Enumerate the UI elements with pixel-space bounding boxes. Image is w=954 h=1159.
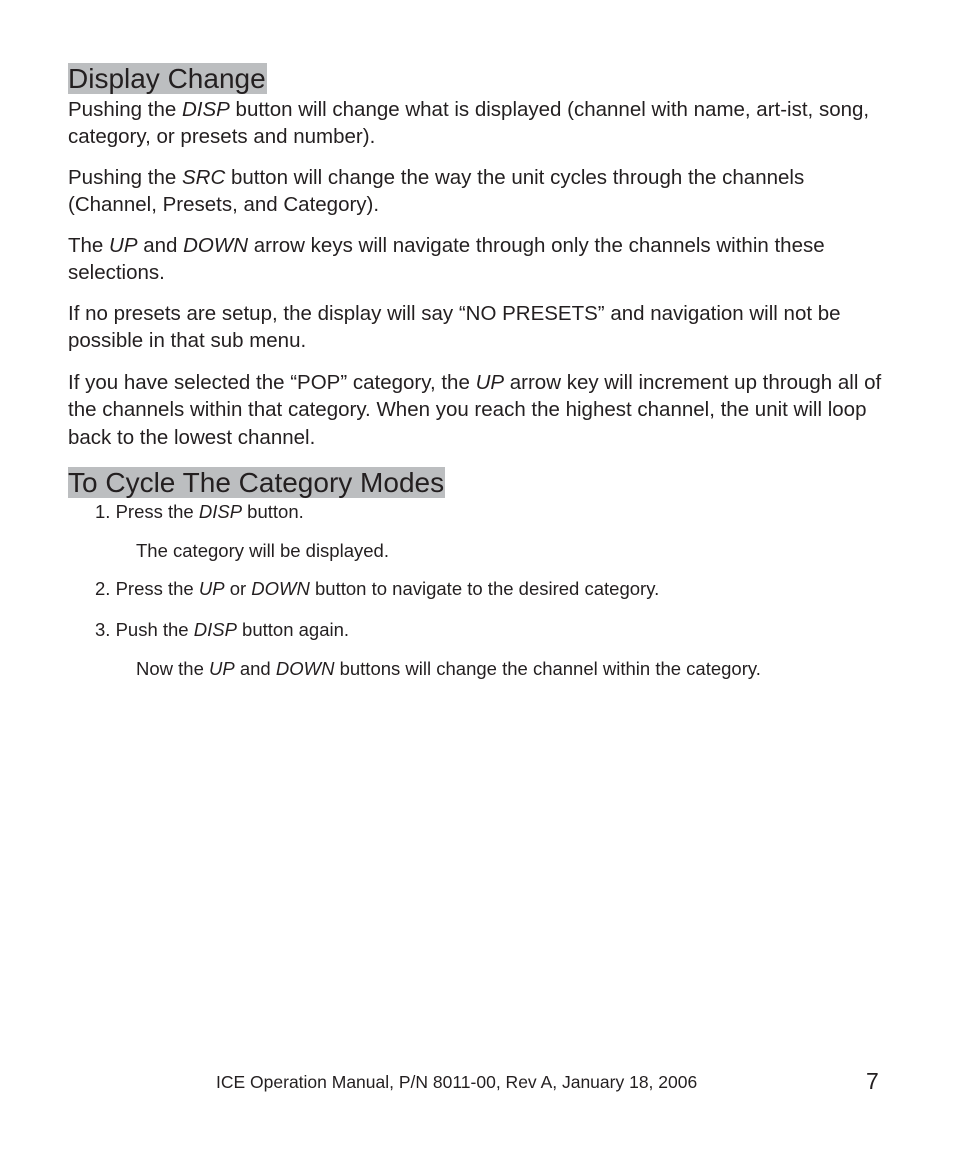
text-run: If you have selected the “POP” category, the <box>68 371 476 394</box>
text-run: and <box>137 234 184 257</box>
paragraph-pop-category <box>68 369 898 451</box>
text-run: Now the <box>136 658 210 679</box>
heading-text: To Cycle The Category Modes <box>68 467 445 498</box>
paragraph-src-button <box>68 164 898 219</box>
text-run: buttons will change the channel within the category. <box>334 658 761 679</box>
text-run: 1. Press the <box>95 501 199 522</box>
text-run: button again. <box>236 619 350 640</box>
text-run: Pushing the <box>68 166 182 189</box>
paragraph-no-presets: If no presets are setup, the display will say “NO PRESETS” and navigation will not be possible in that sub menu. <box>68 302 841 353</box>
section-heading-display-change <box>68 64 267 94</box>
step-3-note <box>136 657 761 681</box>
italic-term: SRC <box>181 166 226 189</box>
text-run: Pushing the <box>68 98 182 121</box>
italic-term: UP <box>109 234 138 257</box>
section-heading-cycle-category <box>68 468 445 498</box>
italic-term: DISP <box>181 98 230 121</box>
text-run: arrow keys will navigate through only the channels within these selections. <box>68 234 825 285</box>
italic-term: DISP <box>198 501 243 522</box>
text-run: 2. Press the <box>95 578 199 599</box>
text-run: button will change the way the unit cycles through the channels (Channel, Presets, and Category). <box>68 166 805 217</box>
italic-term: UP <box>209 658 235 679</box>
italic-term: DISP <box>193 619 237 640</box>
text-run: button to navigate to the desired category. <box>309 578 660 599</box>
text-run: The <box>68 234 110 257</box>
step-1-note: The category will be displayed. <box>136 540 389 561</box>
italic-term: UP <box>198 578 225 599</box>
page-number: 7 <box>866 1068 879 1094</box>
text-run: arrow key will increment up through all of the channels within that category. When you reach the highest channel, the unit will loop back to the lowest channel. <box>68 371 882 449</box>
text-run: and <box>234 658 276 679</box>
text-run: button will change what is displayed (channel with name, art-ist, song, category, or presets and number). <box>68 98 870 149</box>
text-run: or <box>224 578 252 599</box>
text-run: 3. Push the <box>95 619 194 640</box>
paragraph-arrow-keys <box>68 232 898 287</box>
step-1 <box>95 500 304 524</box>
italic-term: DOWN <box>183 234 249 257</box>
paragraph-disp-button <box>68 96 898 151</box>
italic-term: DOWN <box>251 578 310 599</box>
footer-manual-info: ICE Operation Manual, P/N 8011-00, Rev A, January 18, 2006 <box>216 1072 698 1092</box>
text-run: button. <box>242 501 304 522</box>
heading-text: Display Change <box>68 63 266 94</box>
italic-term: DOWN <box>275 658 335 679</box>
italic-term: UP <box>475 371 505 394</box>
step-3 <box>95 618 349 642</box>
step-2 <box>95 577 659 601</box>
